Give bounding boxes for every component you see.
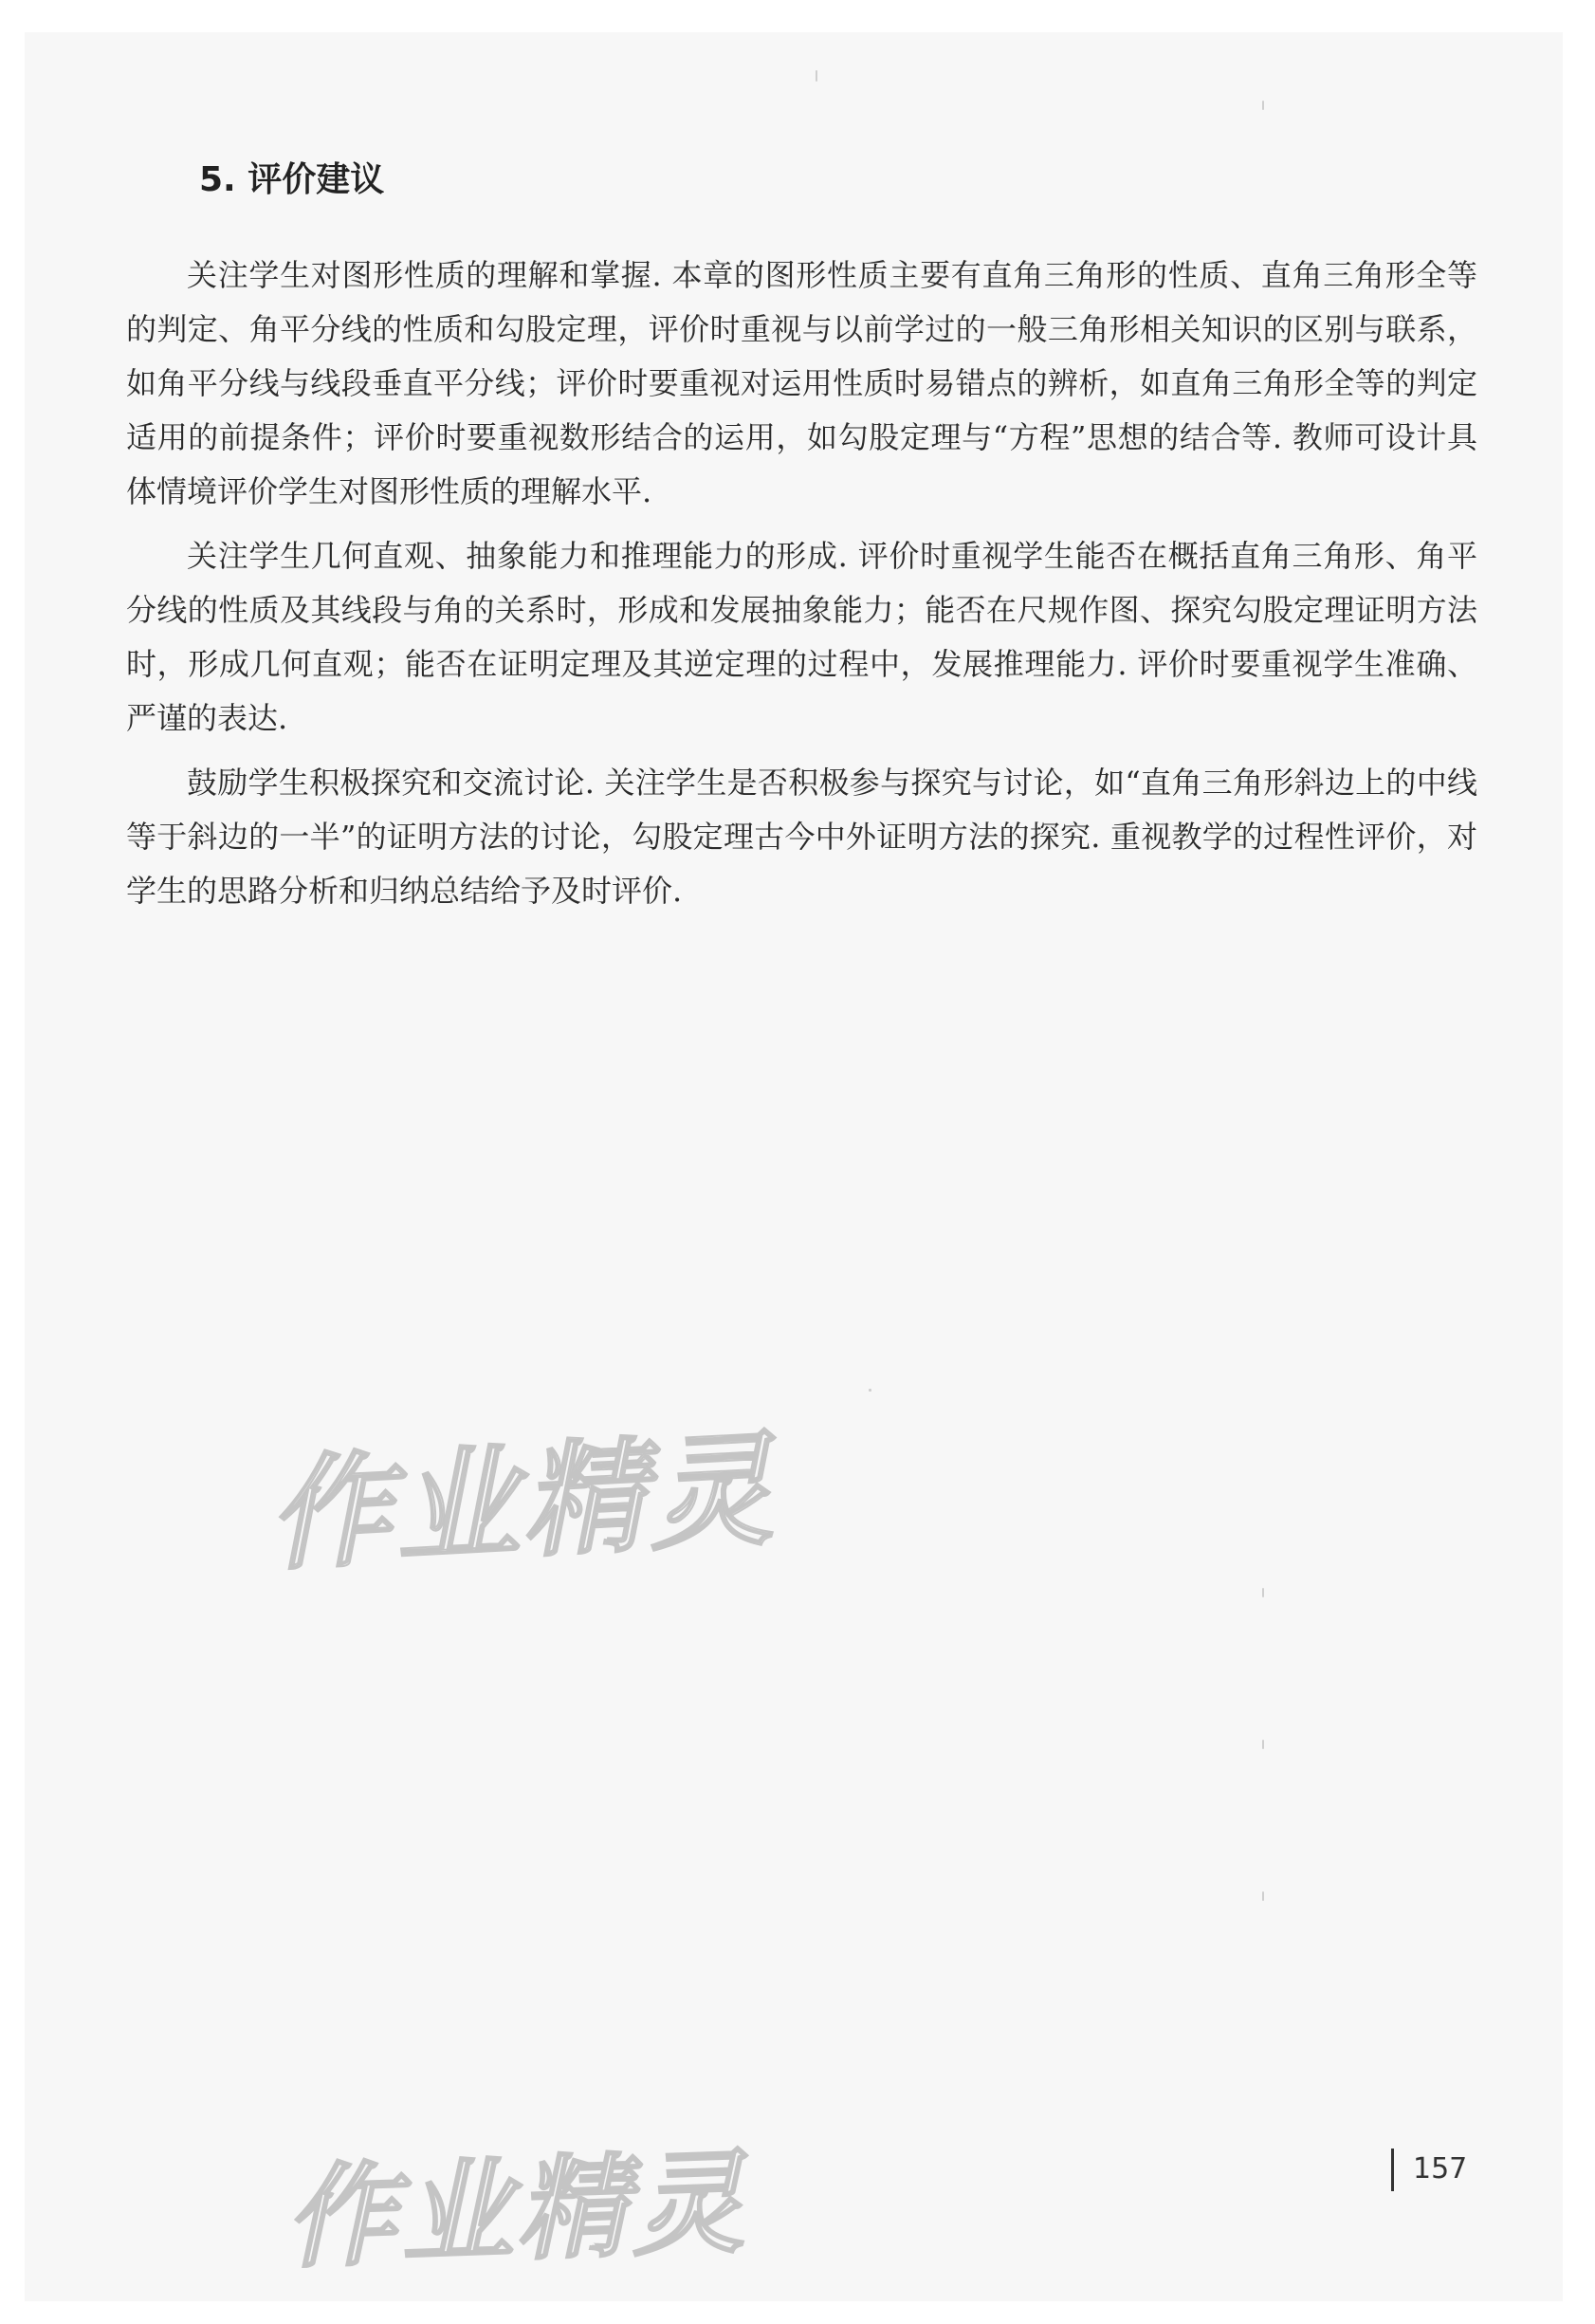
section-heading: 5. 评价建议 [199, 160, 385, 199]
section-body [126, 249, 1477, 929]
scan-speck [1262, 1740, 1264, 1749]
scan-speck [1262, 1891, 1264, 1901]
paragraph-abilities: 关注学生几何直观、抽象能力和推理能力的形成. 评价时重视学生能否在概括直角三角形、角平分线的性质及其线段与角的关系时，形成和发展抽象能力；能否在尺规作图、探究勾股定理证明方法时，形成几何直观；能否在证明定理及其逆定理的过程中，发展推理能力. 评价时要重视学生准确、严谨的表达. [126, 538, 1477, 736]
page-number: 157 [1413, 2152, 1468, 2186]
scan-speck [1262, 1588, 1264, 1597]
watermark-bottom: 作业精灵 [283, 2136, 750, 2284]
scan-speck [1262, 101, 1264, 110]
paragraph-understanding: 关注学生对图形性质的理解和掌握. 本章的图形性质主要有直角三角形的性质、直角三角形全等的判定、角平分线的性质和勾股定理，评价时重视与以前学过的一般三角形相关知识的区别与联系，如角平分线与线段垂直平分线；评价时要重视对运用性质时易错点的辨析，如直角三角形全等的判定适用的前提条件；评价时要重视数形结合的运用，如勾股定理与“方程”思想的结合等. 教师可设计具体情境评价学生对图形性质的理解水平. [126, 257, 1477, 509]
scan-speck [816, 70, 817, 82]
watermark-middle: 作业精灵 [264, 1417, 780, 1588]
scan-speck [869, 1389, 871, 1392]
paragraph-exploration: 鼓励学生积极探究和交流讨论. 关注学生是否积极参与探究与讨论，如“直角三角形斜边上的中线等于斜边的一半”的证明方法的讨论，勾股定理古今中外证明方法的探究. 重视教学的过程性评价，对学生的思路分析和归纳总结给予及时评价. [126, 765, 1477, 909]
page-number-rule [1391, 2149, 1394, 2191]
